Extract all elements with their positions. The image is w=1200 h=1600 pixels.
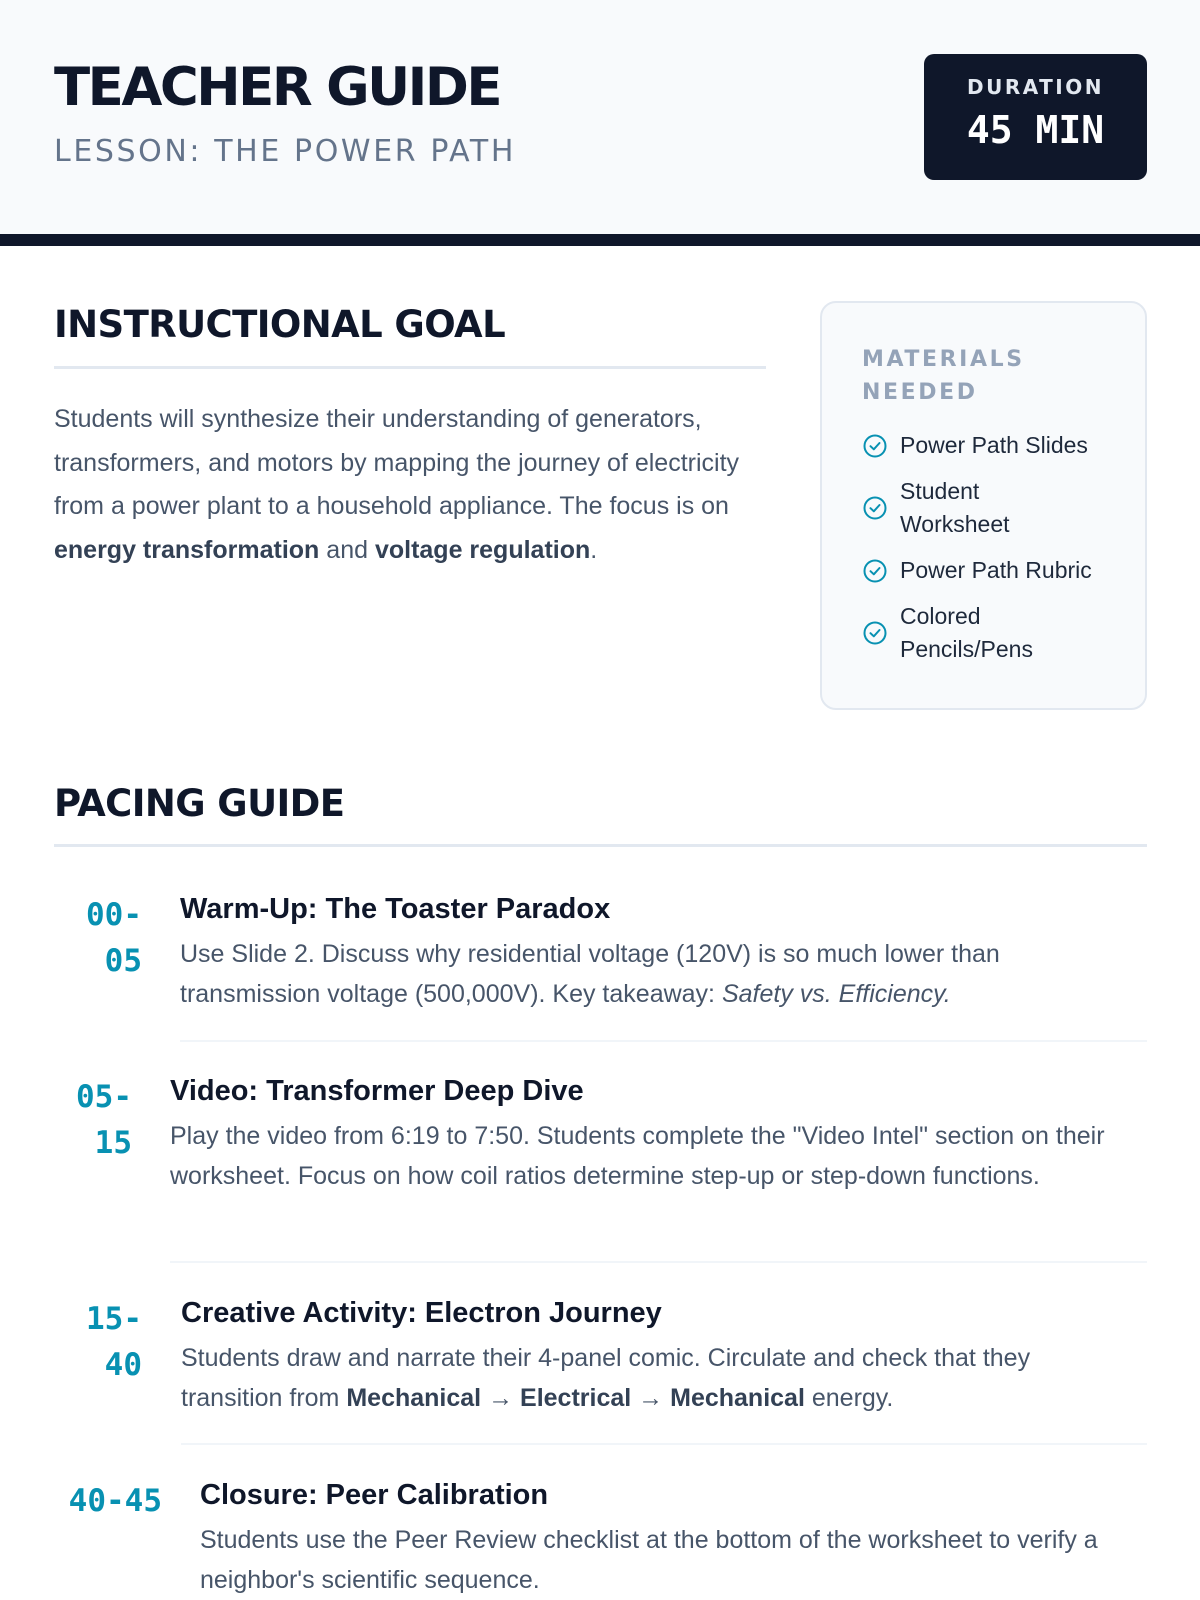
pace-text-part: energy.: [804, 1384, 894, 1412]
pace-text-part: Play the video from 6:19 to 7:50. Students complete the "Video Intel" section on their worksheet. Focus on how coil ratios determine step-up or step-down functions.: [170, 1122, 1105, 1190]
material-item: [862, 475, 1020, 541]
check-circle-icon: [862, 558, 888, 584]
duration-value: 45 MIN: [966, 108, 1105, 152]
pace-heading: Video: Transformer Deep Dive: [170, 1075, 584, 1107]
pace-text-part: Students use the Peer Review checklist at the bottom of the worksheet to verify a neighbor's scientific sequence.: [200, 1526, 1098, 1594]
page-title: TEACHER GUIDE: [54, 57, 501, 118]
pace-heading: Creative Activity: Electron Journey: [181, 1297, 662, 1329]
arrow: →: [631, 1384, 671, 1412]
pace-heading: Warm-Up: The Toaster Paradox: [180, 893, 611, 925]
pacing-guide-heading: PACING GUIDE: [54, 782, 345, 825]
pace-separator: [180, 1040, 1147, 1042]
pace-key-takeaway: Safety vs. Efficiency.: [721, 980, 951, 1008]
goal-text-part: and: [319, 535, 375, 564]
pace-description: [181, 1338, 1111, 1418]
pace-time: 00-05: [86, 897, 142, 979]
energy-mechanical: Mechanical: [346, 1384, 482, 1412]
check-circle-icon: [862, 620, 888, 646]
pacing-divider: [54, 844, 1147, 847]
material-label: Power Path Slides: [900, 432, 1088, 458]
pace-text-part: Students draw and narrate their 4-panel comic. Circulate and check that they transition from: [181, 1344, 1031, 1412]
goal-divider: [54, 366, 766, 369]
duration-label: DURATION: [967, 75, 1104, 99]
material-label: Colored Pencils/Pens: [900, 603, 1033, 662]
energy-electrical: Electrical: [520, 1384, 632, 1412]
goal-emphasis-energy: energy transformation: [54, 535, 320, 564]
guide-header: [0, 0, 1200, 246]
lesson-subtitle: LESSON: THE POWER PATH: [54, 134, 516, 169]
material-label: Student Worksheet: [900, 478, 1010, 537]
pace-separator: [170, 1261, 1147, 1263]
material-label: Power Path Rubric: [900, 557, 1092, 583]
pace-time: 40-45: [68, 1483, 162, 1519]
pace-time: 15-40: [86, 1301, 142, 1383]
materials-heading: MATERIALS NEEDED: [862, 347, 1025, 405]
arrow: →: [481, 1384, 521, 1412]
pace-description: [170, 1116, 1147, 1196]
energy-mechanical: Mechanical: [670, 1384, 805, 1412]
pace-time: 05-15: [76, 1079, 132, 1161]
pace-description: [200, 1520, 1135, 1600]
instructional-goal-heading: INSTRUCTIONAL GOAL: [54, 303, 506, 346]
materials-card: [820, 301, 1147, 710]
material-item: [862, 600, 1033, 666]
pace-description: [180, 934, 1120, 1014]
pace-separator: [181, 1443, 1147, 1445]
goal-text-part: Students will synthesize their understanding of generators, transformers, and motors by mapping the journey of electricity from a power plant to a household appliance. The focus is on: [54, 405, 740, 520]
instructional-goal-text: [54, 398, 774, 572]
check-circle-icon: [862, 495, 888, 521]
material-item: [862, 429, 1130, 462]
pace-heading: Closure: Peer Calibration: [200, 1479, 549, 1511]
check-circle-icon: [862, 433, 888, 459]
pace-text-part: Use Slide 2. Discuss why residential voltage (120V) is so much lower than transmission voltage (500,000V). Key takeaway:: [180, 940, 1000, 1008]
goal-emphasis-voltage: voltage regulation: [374, 535, 591, 564]
duration-badge: [924, 54, 1147, 180]
goal-text-part: .: [590, 535, 598, 564]
material-item: [862, 554, 1130, 587]
